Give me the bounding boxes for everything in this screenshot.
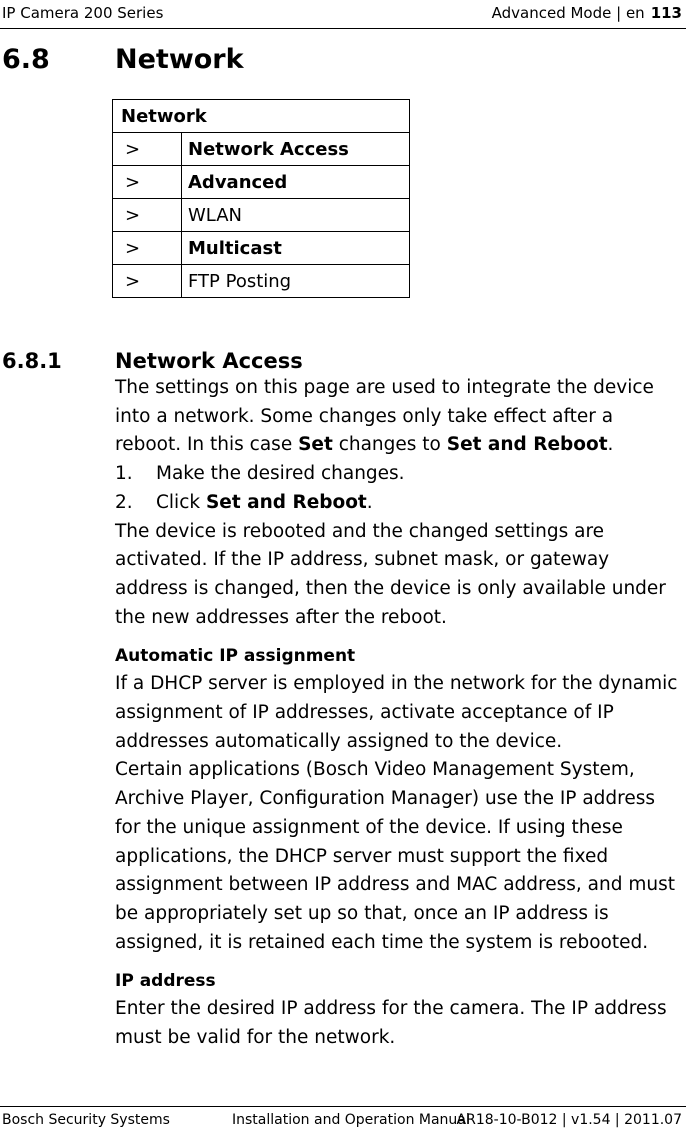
step-text-part: Click [156,491,206,513]
menu-item-advanced: Advanced [182,166,410,199]
table-header-row [113,100,410,133]
network-menu-table [112,99,410,298]
content-body [115,374,685,1053]
ip-address-heading: IP address [115,971,216,992]
table-row [113,166,410,199]
subsection-number: 6.8.1 [2,349,62,373]
list-item [115,489,685,518]
section-title: Network [115,44,244,75]
step-text-part: Make the desired changes. [156,463,405,485]
table-row [113,199,410,232]
step-number: 1. [115,463,133,485]
step-text [156,489,373,518]
intro-text: . [607,434,614,456]
page-header [0,0,686,29]
step-text [156,460,405,489]
footer-reference: AR18-10-B012 | v1.54 | 2011.07 [456,1112,682,1128]
header-section-label: Advanced Mode | en [491,4,645,22]
section-number: 6.8 [2,44,50,75]
menu-item-network-access: Network Access [182,133,410,166]
intro-text: changes to [332,434,447,456]
auto-ip-heading: Automatic IP assignment [115,646,356,667]
page-footer [0,1106,686,1128]
menu-item-ftp-posting: FTP Posting [182,265,410,298]
steps-list [115,460,685,517]
intro-text: The settings on this page are used to integrate the device into a network. Some changes only take effect after a reboot. In this case [115,377,654,456]
menu-item-wlan: WLAN [182,199,410,232]
row-marker: > [113,232,182,265]
step-bold: Set and Reboot [205,491,367,513]
step-number: 2. [115,491,133,513]
subsection-title: Network Access [115,349,303,373]
row-marker: > [113,265,182,298]
table-title: Network [113,100,410,133]
list-item [115,460,685,489]
table-row [113,232,410,265]
menu-item-multicast: Multicast [182,232,410,265]
ip-address-paragraph: Enter the desired IP address for the camera. The IP address must be valid for the network. [115,998,667,1049]
footer-company: Bosch Security Systems [2,1112,170,1128]
footer-document: Installation and Operation Manual [232,1112,470,1128]
auto-ip-paragraph-1: If a DHCP server is employed in the network for the dynamic assignment of IP addresses, activate acceptance of IP addresses automatically assigned to the device. [115,673,678,752]
auto-ip-paragraph-2: Certain applications (Bosch Video Management System, Archive Player, Configuration Manager) use the IP address for the unique assignment of the device. If using these applications, the DHCP server must support the fixed assignment between IP address and MAC address, and must be appropriately set up so that, once an IP address is assigned, it is retained each time the system is rebooted. [115,759,675,953]
result-paragraph: The device is rebooted and the changed settings are activated. If the IP address, subnet mask, or gateway address is changed, then the device is only available under the new addresses after the reboot. [115,520,666,628]
page-number: 113 [650,4,682,22]
header-section [492,4,682,22]
table-row [113,265,410,298]
intro-term-set: Set [298,434,333,456]
intro-term-set-and-reboot: Set and Reboot [446,434,608,456]
row-marker: > [113,133,182,166]
header-product: IP Camera 200 Series [2,4,164,22]
intro-paragraph [115,374,685,460]
row-marker: > [113,199,182,232]
table-row [113,133,410,166]
row-marker: > [113,166,182,199]
step-text-end: . [366,491,373,513]
